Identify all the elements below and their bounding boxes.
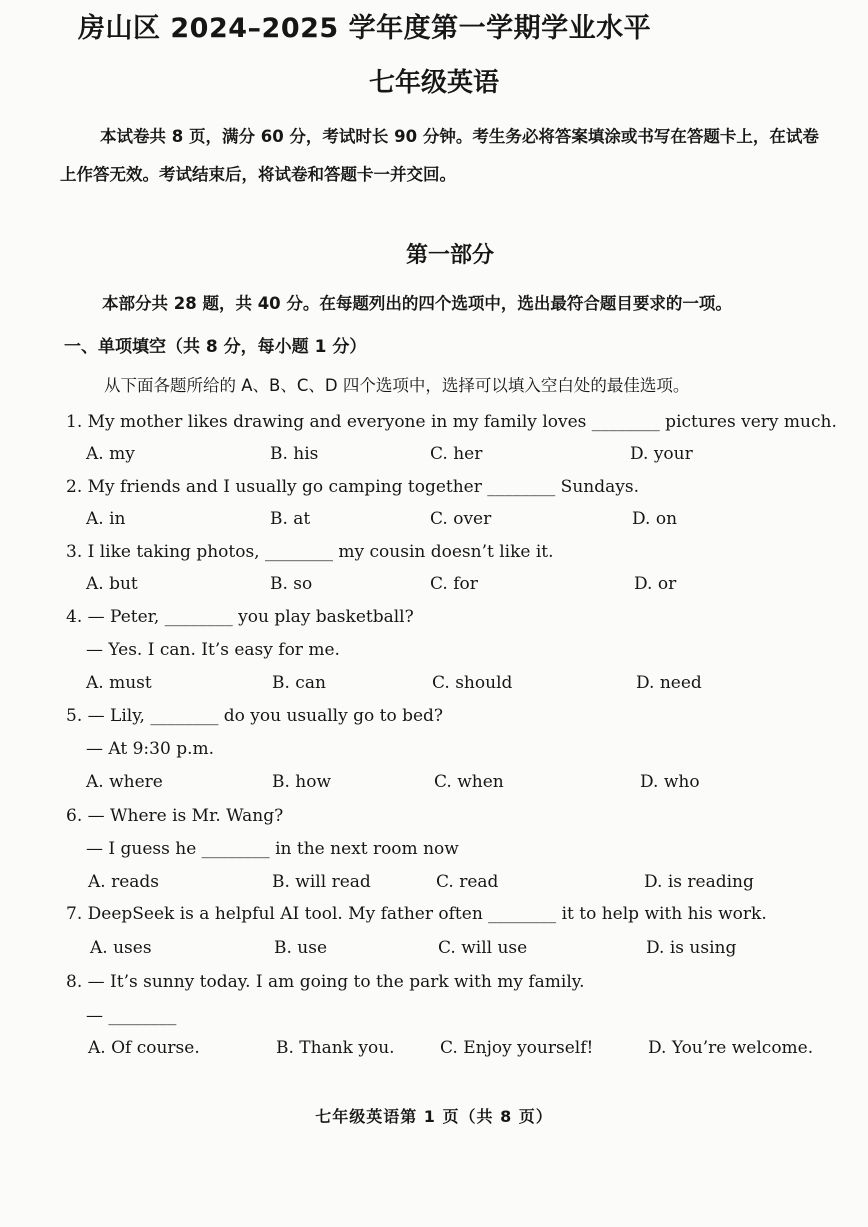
question-4-options (0, 673, 868, 697)
option-c: C. will use (438, 938, 528, 958)
option-c: C. for (430, 574, 478, 594)
option-b: B. so (270, 574, 313, 594)
option-a: A. my (86, 444, 135, 464)
option-d: D. is using (646, 938, 737, 958)
option-d: D. who (640, 772, 700, 792)
option-b: B. how (272, 772, 332, 792)
option-d: D. is reading (644, 872, 754, 892)
option-a: A. in (86, 509, 126, 529)
option-d: D. on (632, 509, 678, 529)
question-4-stem: 4. — Peter, ________ you play basketball? (66, 607, 414, 627)
question-6-options (0, 872, 868, 896)
exam-instructions: 本试卷共 8 页，满分 60 分，考试时长 90 分钟。考生务必将答案填涂或书写在答题卡上，在试卷上作答无效。考试结束后，将试卷和答题卡一并交回。 (60, 127, 819, 184)
question-5-options (0, 772, 868, 796)
option-a: A. Of course. (88, 1038, 200, 1058)
part-title: 第一部分 (405, 243, 494, 268)
option-b: B. Thank you. (276, 1038, 395, 1058)
option-d: D. You’re welcome. (648, 1038, 814, 1058)
option-a: A. uses (90, 938, 152, 958)
page-footer: 七年级英语第 1 页（共 8 页） (315, 1107, 553, 1126)
option-c: C. read (436, 872, 499, 892)
option-d: D. your (630, 444, 693, 464)
question-1-stem: 1. My mother likes drawing and everyone in my family loves ________ pictures very much. (66, 412, 837, 432)
question-5-stem: 5. — Lily, ________ do you usually go to bed? (66, 706, 444, 726)
question-6-stem: 6. — Where is Mr. Wang? (66, 806, 284, 826)
section-instruction: 从下面各题所给的 A、B、C、D 四个选项中，选择可以填入空白处的最佳选项。 (104, 376, 690, 395)
option-d: D. need (636, 673, 702, 693)
option-a: A. where (86, 772, 163, 792)
option-c: C. Enjoy yourself! (440, 1038, 594, 1058)
question-6-dialogue: — I guess he ________ in the next room now (86, 839, 459, 859)
option-c: C. when (434, 772, 504, 792)
option-c: C. her (430, 444, 483, 464)
exam-title: 房山区 2024–2025 学年度第一学期学业水平 (78, 13, 652, 44)
question-2-options (0, 509, 868, 533)
question-8-stem: 8. — It’s sunny today. I am going to the park with my family. (66, 972, 585, 992)
option-c: C. over (430, 509, 492, 529)
option-b: B. can (272, 673, 326, 693)
subject-title: 七年级英语 (368, 68, 499, 98)
question-1-options (0, 444, 868, 468)
section-title: 一、单项填空（共 8 分，每小题 1 分） (64, 337, 367, 357)
option-b: B. will read (272, 872, 371, 892)
question-7-stem: 7. DeepSeek is a helpful AI tool. My father often ________ it to help with his work. (66, 904, 767, 924)
option-b: B. at (270, 509, 311, 529)
question-4-dialogue: — Yes. I can. It’s easy for me. (86, 640, 340, 660)
question-3-stem: 3. I like taking photos, ________ my cousin doesn’t like it. (66, 542, 554, 562)
option-b: B. his (270, 444, 319, 464)
question-7-options (0, 938, 868, 962)
question-3-options (0, 574, 868, 598)
option-a: A. must (86, 673, 152, 693)
part-description: 本部分共 28 题，共 40 分。在每题列出的四个选项中，选出最符合题目要求的一项。 (102, 294, 732, 313)
question-2-stem: 2. My friends and I usually go camping together ________ Sundays. (66, 477, 639, 497)
option-b: B. use (274, 938, 328, 958)
question-8-options (0, 1038, 868, 1062)
option-d: D. or (634, 574, 677, 594)
option-a: A. reads (88, 872, 160, 892)
question-5-dialogue: — At 9:30 p.m. (86, 739, 215, 759)
option-c: C. should (432, 673, 513, 693)
option-a: A. but (86, 574, 138, 594)
question-8-dialogue: — ________ (86, 1006, 177, 1026)
